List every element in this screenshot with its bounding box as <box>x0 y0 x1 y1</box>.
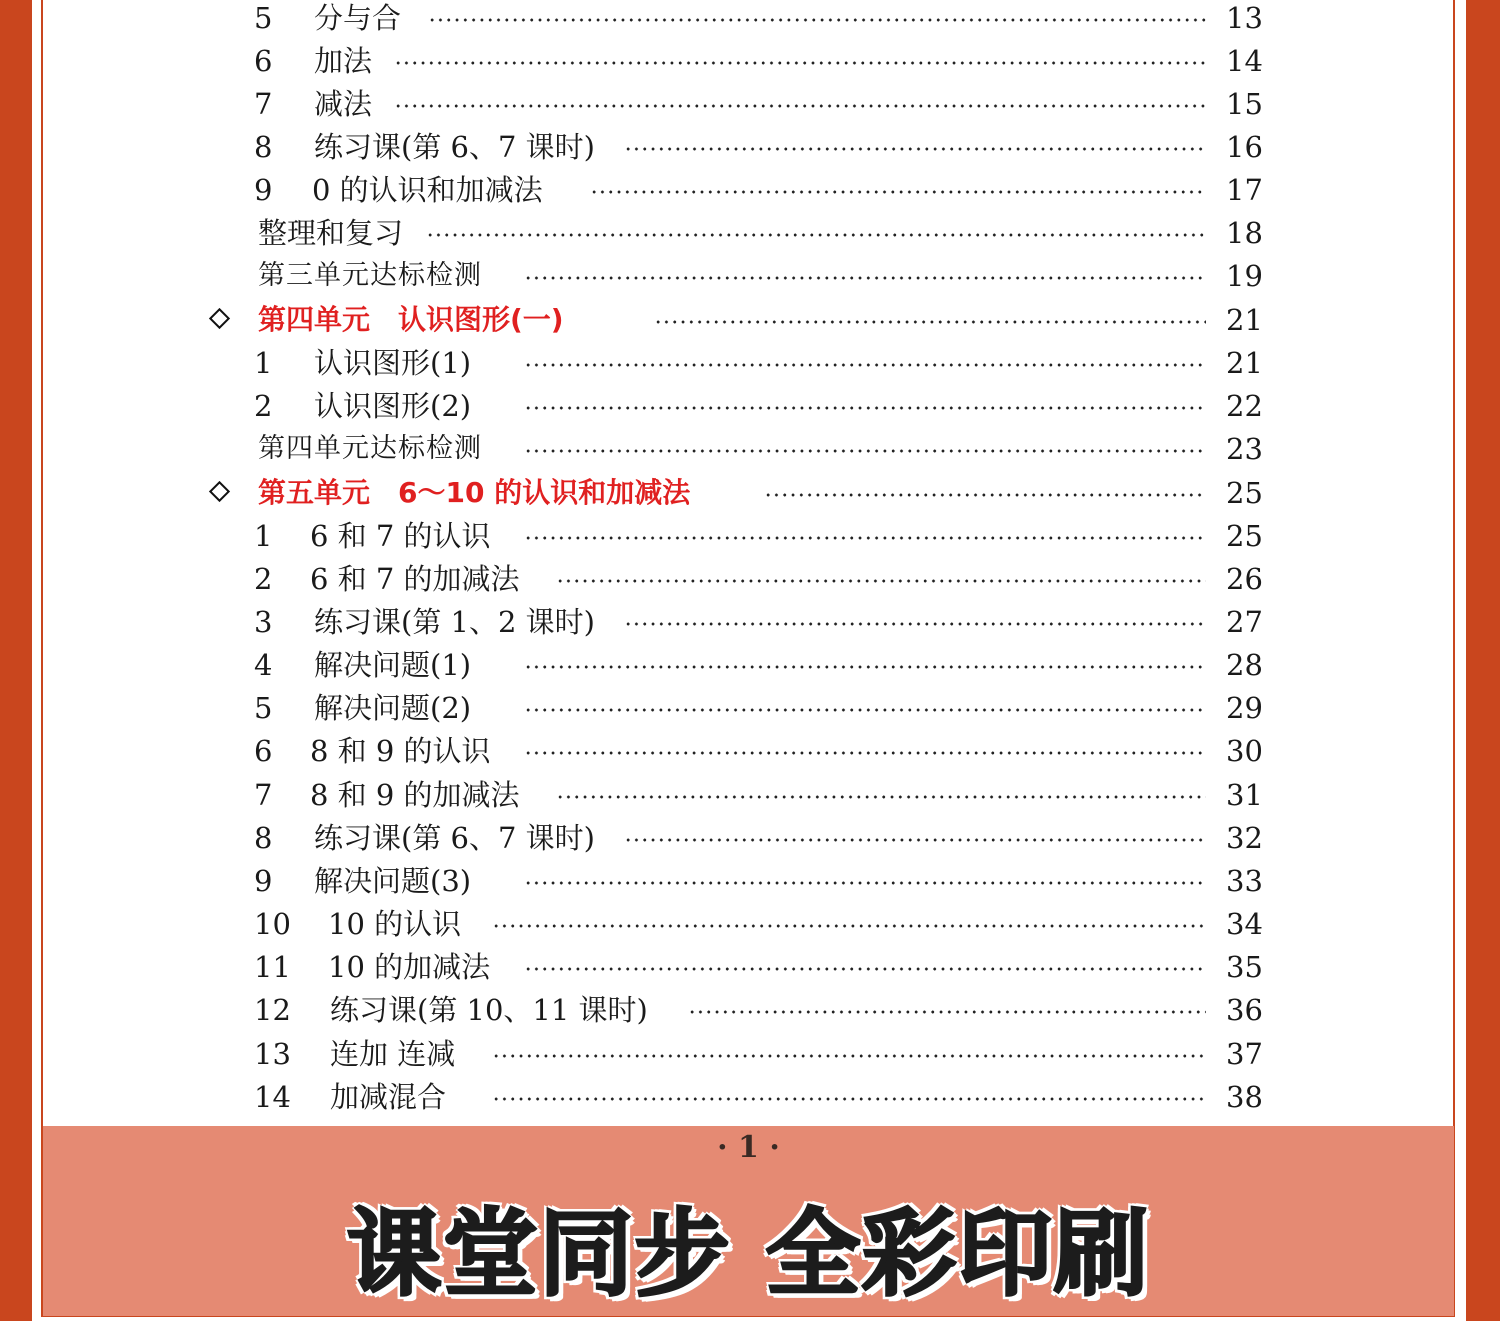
leader-dots <box>492 924 1206 928</box>
toc-title: 整理和复习 <box>258 216 404 250</box>
toc-number: 11 <box>254 950 291 984</box>
toc-page: 36 <box>1226 993 1263 1027</box>
unit-heading: 第五单元 6～10 的认识和加减法 <box>258 476 691 509</box>
toc-page: 18 <box>1226 216 1263 250</box>
toc-row <box>32 0 1466 38</box>
toc-page: 14 <box>1226 44 1263 78</box>
toc-number: 9 <box>254 864 273 898</box>
toc-page: 25 <box>1226 519 1263 553</box>
leader-dots <box>524 449 1206 453</box>
toc-number: 14 <box>254 1080 291 1114</box>
toc-title: 解决问题(1) <box>314 648 472 682</box>
toc-title: 第三单元达标检测 <box>258 260 482 291</box>
leader-dots <box>556 579 1206 583</box>
leader-dots <box>394 104 1206 108</box>
toc-page: 21 <box>1226 346 1263 380</box>
toc-number: 3 <box>254 605 273 639</box>
toc-title: 认识图形(1) <box>314 346 472 380</box>
toc-title: 6 和 7 的加减法 <box>310 562 520 596</box>
toc-row <box>32 84 1466 124</box>
toc-title: 认识图形(2) <box>314 389 472 423</box>
toc-title: 8 和 9 的认识 <box>310 734 491 768</box>
toc-title: 练习课(第 6、7 课时) <box>314 821 595 855</box>
toc-page: 27 <box>1226 605 1263 639</box>
toc-page: 35 <box>1226 950 1263 984</box>
leader-dots <box>492 1054 1206 1058</box>
toc-page: 13 <box>1226 1 1263 35</box>
toc-row <box>32 343 1466 383</box>
toc-row <box>32 429 1466 469</box>
toc-title: 10 的加减法 <box>328 950 491 984</box>
leader-dots <box>654 320 1206 324</box>
toc-title: 减法 <box>314 87 373 121</box>
toc-row <box>32 386 1466 426</box>
toc-page: 31 <box>1226 778 1263 812</box>
toc-page: 26 <box>1226 562 1263 596</box>
toc-row <box>32 256 1466 296</box>
toc-page: 21 <box>1226 303 1263 337</box>
toc-row <box>32 688 1466 728</box>
toc-row <box>32 559 1466 599</box>
toc-row <box>32 1077 1466 1117</box>
toc-row <box>32 818 1466 858</box>
toc-number: 4 <box>254 648 273 682</box>
leader-dots <box>688 1010 1206 1014</box>
toc-title: 练习课(第 1、2 课时) <box>314 605 595 639</box>
toc-row <box>32 170 1466 210</box>
leader-dots <box>524 363 1206 367</box>
leader-dots <box>524 406 1206 410</box>
toc-title: 解决问题(2) <box>314 691 472 725</box>
toc-number: 2 <box>254 389 273 423</box>
toc-page: 17 <box>1226 173 1263 207</box>
toc-row <box>32 127 1466 167</box>
page-number: · 1 · <box>717 1130 780 1165</box>
toc-row <box>32 41 1466 81</box>
toc-number: 1 <box>254 346 273 380</box>
toc-row <box>32 990 1466 1030</box>
toc-page: 28 <box>1226 648 1263 682</box>
leader-dots <box>524 536 1206 540</box>
toc-row <box>32 213 1466 253</box>
toc-page: 32 <box>1226 821 1263 855</box>
toc-page: 23 <box>1226 432 1263 466</box>
toc-number: 8 <box>254 821 273 855</box>
toc-page: 29 <box>1226 691 1263 725</box>
toc-page: 19 <box>1226 259 1263 293</box>
leader-dots <box>426 233 1206 237</box>
leader-dots <box>590 190 1206 194</box>
diamond-icon <box>209 308 230 329</box>
toc-title: 练习课(第 6、7 课时) <box>314 130 595 164</box>
leader-dots <box>624 838 1206 842</box>
toc-page: 38 <box>1226 1080 1263 1114</box>
toc-row <box>32 645 1466 685</box>
toc-row <box>32 516 1466 556</box>
unit-heading: 第四单元 认识图形(一) <box>258 303 564 336</box>
leader-dots <box>492 1097 1206 1101</box>
diamond-icon <box>209 481 230 502</box>
leader-dots <box>524 967 1206 971</box>
leader-dots <box>524 665 1206 669</box>
toc-number: 5 <box>254 691 273 725</box>
toc-title: 6 和 7 的认识 <box>310 519 491 553</box>
toc-title: 练习课(第 10、11 课时) <box>330 993 648 1027</box>
toc-title: 第四单元达标检测 <box>258 433 482 464</box>
toc-row <box>32 602 1466 642</box>
toc-row <box>32 904 1466 944</box>
toc-title: 8 和 9 的加减法 <box>310 778 520 812</box>
toc-title: 10 的认识 <box>328 907 462 941</box>
toc-title: 解决问题(3) <box>314 864 472 898</box>
leader-dots <box>524 276 1206 280</box>
toc-page: 33 <box>1226 864 1263 898</box>
toc-row <box>32 1034 1466 1074</box>
toc-row <box>32 731 1466 771</box>
toc-number: 7 <box>254 778 273 812</box>
toc-page: 25 <box>1226 476 1263 510</box>
toc-number: 7 <box>254 87 273 121</box>
leader-dots <box>524 751 1206 755</box>
toc-number: 2 <box>254 562 273 596</box>
toc-page: 37 <box>1226 1037 1263 1071</box>
toc-title: 0 的认识和加减法 <box>312 173 543 207</box>
toc-number: 10 <box>254 907 291 941</box>
toc-number: 8 <box>254 130 273 164</box>
toc-number: 9 <box>254 173 273 207</box>
toc-row <box>32 473 1466 513</box>
toc-page: 34 <box>1226 907 1263 941</box>
toc-number: 1 <box>254 519 273 553</box>
toc-row <box>32 861 1466 901</box>
toc-number: 5 <box>254 1 273 35</box>
promo-banner <box>43 1126 1454 1316</box>
toc-title: 连加 连减 <box>330 1037 456 1071</box>
promo-slogan: 课堂同步 全彩印刷 <box>347 1200 1150 1309</box>
leader-dots <box>428 18 1206 22</box>
toc-row <box>32 775 1466 815</box>
leader-dots <box>524 708 1206 712</box>
document-page <box>32 0 1466 1321</box>
leader-dots <box>556 795 1206 799</box>
leader-dots <box>394 61 1206 65</box>
toc-page: 15 <box>1226 87 1263 121</box>
toc-title: 加减混合 <box>330 1080 447 1114</box>
toc-page: 16 <box>1226 130 1263 164</box>
toc-title: 分与合 <box>314 1 402 35</box>
toc-number: 6 <box>254 44 273 78</box>
leader-dots <box>764 493 1206 497</box>
toc-row <box>32 300 1466 340</box>
toc-number: 6 <box>254 734 273 768</box>
toc-number: 13 <box>254 1037 291 1071</box>
leader-dots <box>524 881 1206 885</box>
leader-dots <box>624 622 1206 626</box>
toc-number: 12 <box>254 993 291 1027</box>
toc-page: 30 <box>1226 734 1263 768</box>
toc-row <box>32 947 1466 987</box>
toc-page: 22 <box>1226 389 1263 423</box>
leader-dots <box>624 147 1206 151</box>
toc-title: 加法 <box>314 44 373 78</box>
